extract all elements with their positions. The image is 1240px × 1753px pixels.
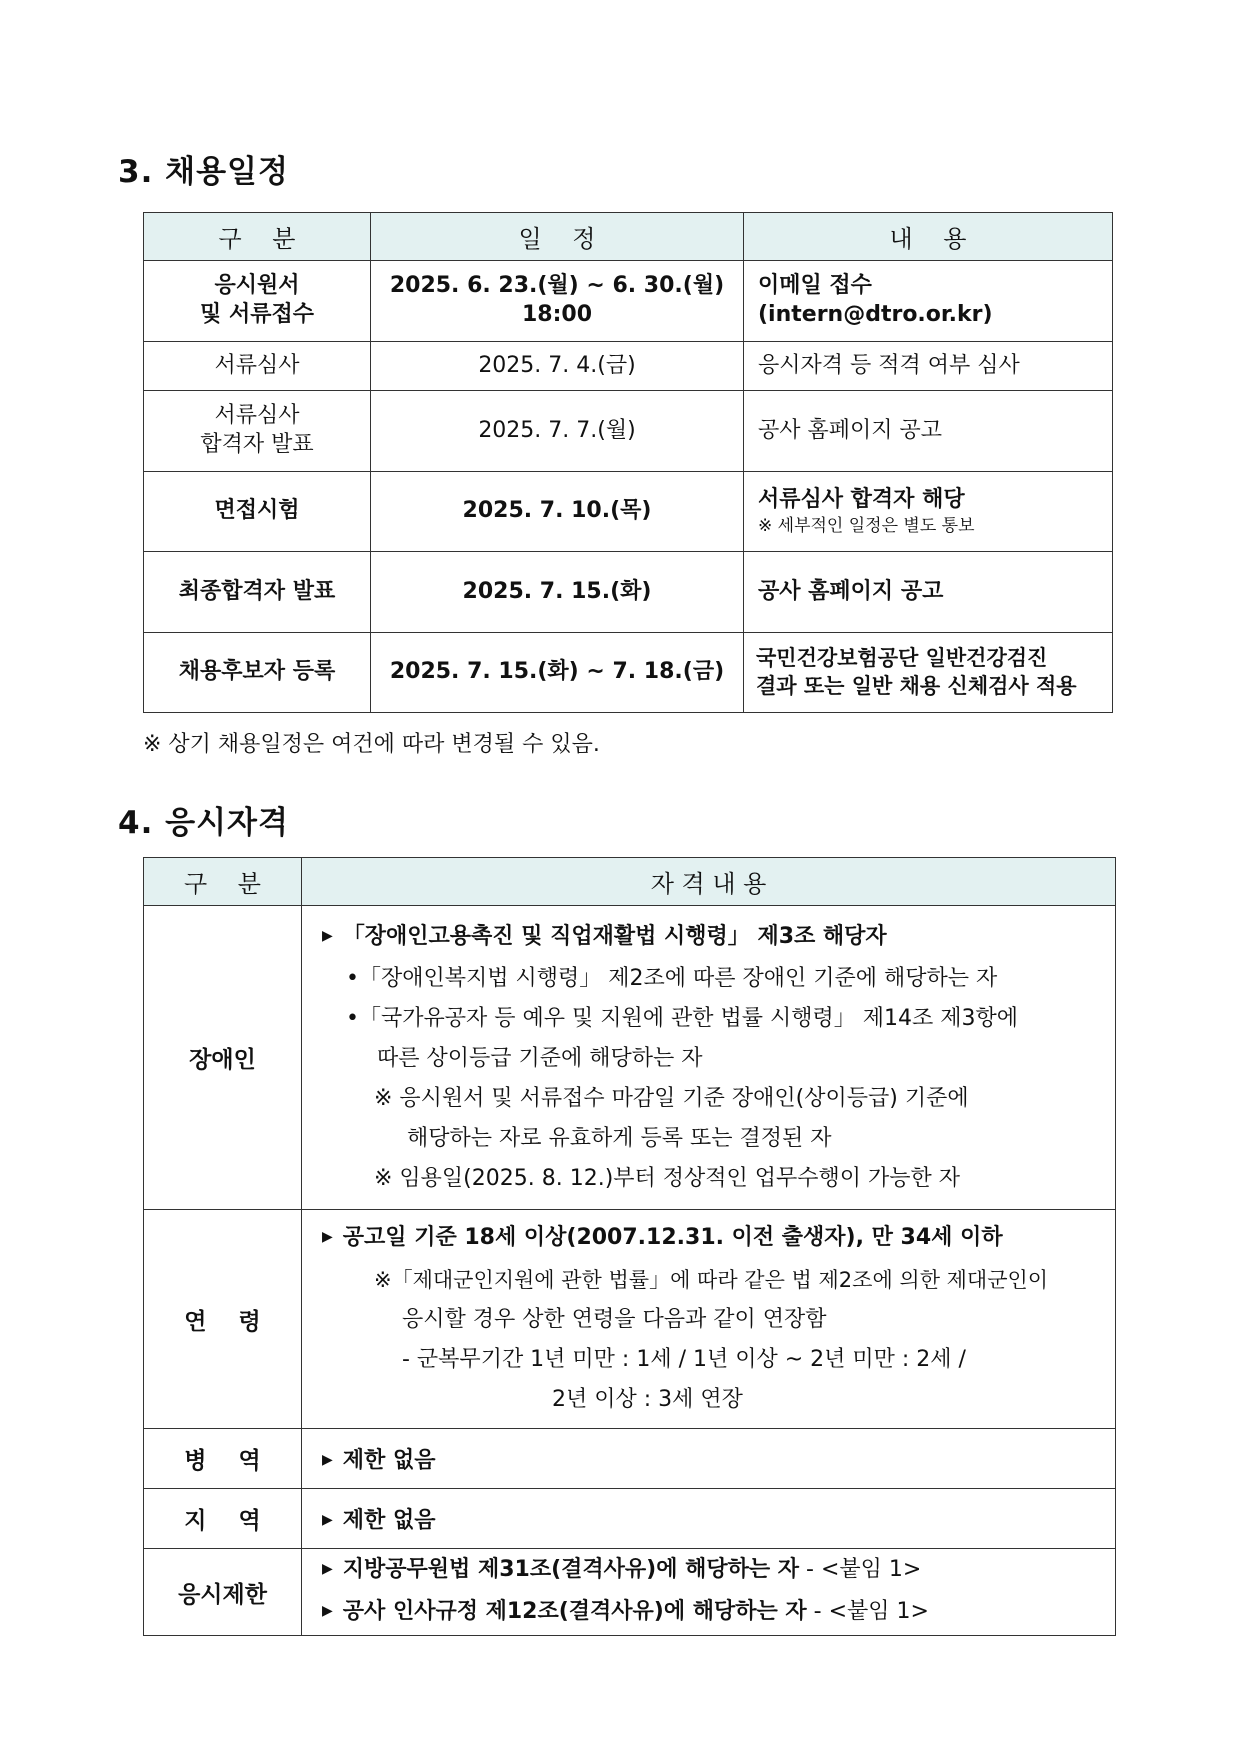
schedule-row	[144, 261, 1113, 342]
qualification-content	[302, 906, 1116, 1210]
schedule-category: 서류심사 합격자 발표	[144, 391, 371, 472]
restriction-line	[322, 1592, 1115, 1634]
qualification-content	[302, 1210, 1116, 1429]
qualification-value: 제한 없음	[342, 1448, 436, 1473]
qualification-note: 응시할 경우 상한 연령을 다음과 같이 연장함	[402, 1307, 827, 1332]
schedule-row	[144, 342, 1113, 391]
qualification-label: 응시제한	[144, 1549, 302, 1636]
qualification-content	[302, 1489, 1116, 1549]
qualification-main	[322, 917, 1115, 959]
section-4-heading: 4. 응시자격	[118, 805, 289, 841]
schedule-date: 2025. 7. 4.(금)	[371, 342, 744, 391]
restriction-line	[322, 1550, 1115, 1592]
restriction-reference: - <붙임 1>	[799, 1557, 922, 1582]
schedule-category: 서류심사	[144, 342, 371, 391]
qualification-header-row	[144, 858, 1116, 906]
schedule-row	[144, 552, 1113, 633]
qualification-row-region	[144, 1489, 1116, 1549]
qualification-main-text: 「장애인고용촉진 및 직업재활법 시행령」 제3조 해당자	[342, 923, 887, 949]
qualification-main	[322, 1218, 1115, 1260]
schedule-header-content: 내 용	[744, 213, 1113, 261]
schedule-date: 2025. 7. 10.(목)	[371, 472, 744, 552]
qualification-label: 연 령	[144, 1210, 302, 1429]
triangle-bullet-icon: ▶	[322, 1561, 333, 1577]
qualification-value: 제한 없음	[342, 1508, 436, 1533]
restriction-text: 공사 인사규정 제12조(결격사유)에 해당하는 자	[342, 1599, 807, 1624]
schedule-category: 면접시험	[144, 472, 371, 552]
triangle-bullet-icon: ▶	[322, 1452, 333, 1468]
schedule-row	[144, 633, 1113, 713]
section-3-heading: 3. 채용일정	[118, 154, 289, 190]
schedule-footnote: ※ 상기 채용일정은 여건에 따라 변경될 수 있음.	[143, 732, 600, 757]
qualification-label: 병 역	[144, 1429, 302, 1489]
schedule-header-row	[144, 213, 1113, 261]
schedule-content-cell	[744, 472, 1113, 552]
schedule-date: 2025. 7. 15.(화) ~ 7. 18.(금)	[371, 633, 744, 713]
restriction-text: 지방공무원법 제31조(결격사유)에 해당하는 자	[342, 1557, 800, 1582]
schedule-header-date: 일 정	[371, 213, 744, 261]
schedule-header-category: 구 분	[144, 213, 371, 261]
schedule-content: 응시자격 등 적격 여부 심사	[744, 342, 1113, 391]
qualification-row-age	[144, 1210, 1116, 1429]
qualification-header-category: 구 분	[144, 858, 302, 906]
qualification-note: ※ 임용일(2025. 8. 12.)부터 정상적인 업무수행이 가능한 자	[374, 1165, 961, 1191]
schedule-table	[143, 212, 1113, 713]
qualification-sub: •「국가유공자 등 예우 및 지원에 관한 법률 시행령」 제14조 제3항에	[346, 1005, 1018, 1031]
schedule-content: 국민건강보험공단 일반건강검진 결과 또는 일반 채용 신체검사 적용	[744, 633, 1113, 713]
schedule-date: 2025. 7. 15.(화)	[371, 552, 744, 633]
qualification-row-restriction	[144, 1549, 1116, 1636]
restriction-reference: - <붙임 1>	[806, 1599, 929, 1624]
schedule-content: 서류심사 합격자 해당	[758, 487, 965, 513]
qualification-table	[143, 857, 1116, 1636]
qualification-note: - 군복무기간 1년 미만 : 1세 / 1년 이상 ~ 2년 미만 : 2세 /	[402, 1347, 966, 1372]
qualification-content	[302, 1549, 1116, 1636]
triangle-bullet-icon: ▶	[322, 1603, 333, 1619]
triangle-bullet-icon: ▶	[322, 1229, 333, 1245]
qualification-note: ※「제대군인지원에 관한 법률」에 따라 같은 법 제2조에 의한 제대군인이	[374, 1268, 1049, 1292]
schedule-note: ※ 세부적인 일정은 별도 통보	[758, 515, 975, 536]
schedule-row	[144, 472, 1113, 552]
qualification-row-disabled	[144, 906, 1116, 1210]
qualification-label: 지 역	[144, 1489, 302, 1549]
qualification-note: ※ 응시원서 및 서류접수 마감일 기준 장애인(상이등급) 기준에	[374, 1085, 969, 1111]
schedule-date: 2025. 6. 23.(월) ~ 6. 30.(월) 18:00	[371, 261, 744, 342]
qualification-note: 2년 이상 : 3세 연장	[552, 1387, 743, 1412]
qualification-sub: 따른 상이등급 기준에 해당하는 자	[377, 1045, 703, 1071]
schedule-content: 이메일 접수 (intern@dtro.or.kr)	[744, 261, 1113, 342]
triangle-bullet-icon: ▶	[322, 1512, 333, 1528]
schedule-category: 채용후보자 등록	[144, 633, 371, 713]
schedule-category: 최종합격자 발표	[144, 552, 371, 633]
qualification-sub: •「장애인복지법 시행령」 제2조에 따른 장애인 기준에 해당하는 자	[346, 965, 998, 991]
schedule-content: 공사 홈페이지 공고	[744, 552, 1113, 633]
schedule-row	[144, 391, 1113, 472]
qualification-header-content: 자 격 내 용	[302, 858, 1116, 906]
schedule-category: 응시원서 및 서류접수	[144, 261, 371, 342]
qualification-label: 장애인	[144, 906, 302, 1210]
qualification-row-military	[144, 1429, 1116, 1489]
triangle-bullet-icon: ▶	[322, 927, 333, 944]
qualification-note: 해당하는 자로 유효하게 등록 또는 결정된 자	[407, 1125, 832, 1151]
qualification-main-text: 공고일 기준 18세 이상(2007.12.31. 이전 출생자), 만 34세 이하	[342, 1225, 1003, 1250]
schedule-content: 공사 홈페이지 공고	[744, 391, 1113, 472]
qualification-content	[302, 1429, 1116, 1489]
schedule-date: 2025. 7. 7.(월)	[371, 391, 744, 472]
